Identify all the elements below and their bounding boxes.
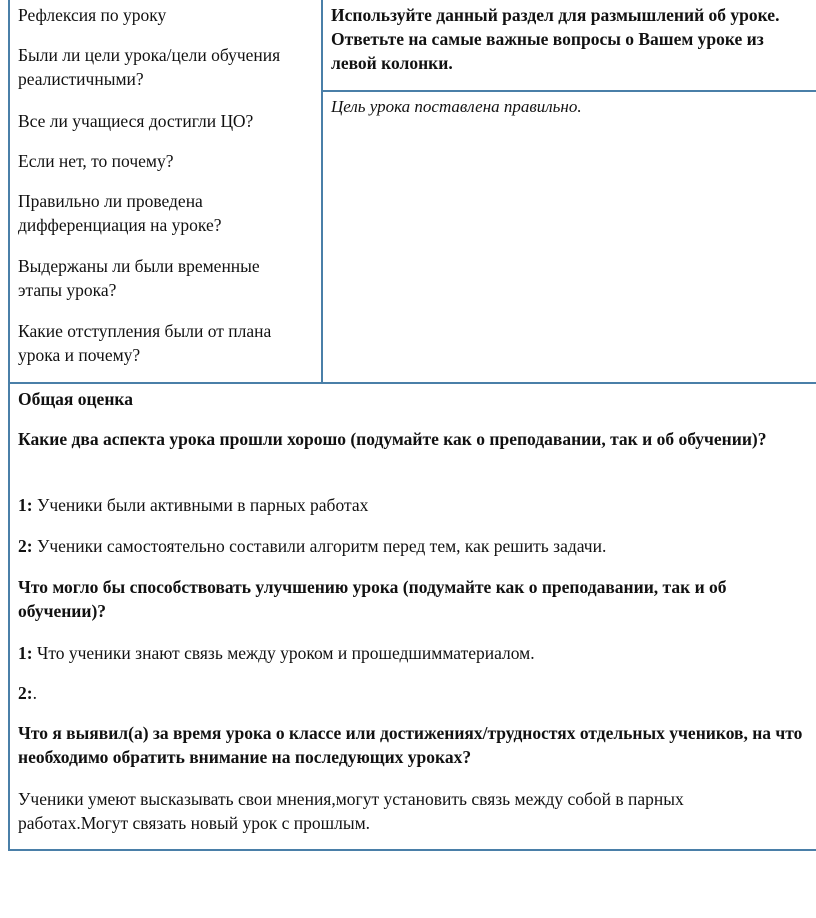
question-deviations: Какие отступления были от плана урока и почему?: [18, 321, 272, 365]
question-differentiation: Правильно ли проведена дифференциация на уроке?: [18, 191, 222, 235]
instruction-text: Используйте данный раздел для размышлений об уроке. Ответьте на самые важные вопросы о Вашем уроке из левой колонки.: [331, 5, 780, 73]
question-goals: Были ли цели урока/цели обучения реалистичными?: [18, 45, 281, 89]
question-why-not: Если нет, то почему?: [18, 151, 174, 171]
question-improve: Что могло бы способствовать улучшению урока (подумайте как о преподавании, так и об обучении)?: [18, 577, 727, 621]
reflection-title: Рефлексия по уроку: [18, 5, 167, 25]
good-point-2: [18, 534, 798, 558]
answer-text: Цель урока поставлена правильно.: [331, 97, 582, 116]
good-point-1: [18, 493, 798, 517]
question-went-well: Какие два аспекта урока прошли хорошо (подумайте как о преподавании, так и об обучении)?: [18, 429, 767, 449]
questions-cell: [10, 0, 323, 384]
learned-text: Ученики умеют высказывать свои мнения,могут установить связь между собой в парных работах.Могут связать новый урок с прошлым.: [18, 789, 684, 833]
improve-point-2: [18, 681, 798, 705]
question-achieved: Все ли учащиеся достигли ЦО?: [18, 111, 254, 131]
improve-point-2-text: .: [32, 683, 37, 703]
instruction-cell: [323, 0, 816, 92]
good-point-1-text: Ученики были активными в парных работах: [32, 495, 369, 515]
question-timing: Выдержаны ли были временные этапы урока?: [18, 256, 260, 300]
good-point-2-number: 2:: [18, 536, 33, 556]
overall-cell: [10, 382, 816, 851]
improve-point-1-text: Что ученики знают связь между уроком и прошедшимматериалом.: [32, 643, 535, 663]
improve-point-1: [18, 641, 798, 665]
improve-point-2-number: 2:: [18, 683, 33, 703]
overall-heading: Общая оценка: [18, 389, 133, 409]
question-learned: Что я выявил(а) за время урока о классе или достижениях/трудностях отдельных учеников, на что необходимо обратить внимание на последующих уроках?: [18, 723, 803, 767]
improve-point-1-number: 1:: [18, 643, 33, 663]
good-point-1-number: 1:: [18, 495, 33, 515]
reflection-table: [8, 0, 816, 851]
answer-cell: [323, 92, 816, 384]
good-point-2-text: Ученики самостоятельно составили алгоритм перед тем, как решить задачи.: [32, 536, 607, 556]
